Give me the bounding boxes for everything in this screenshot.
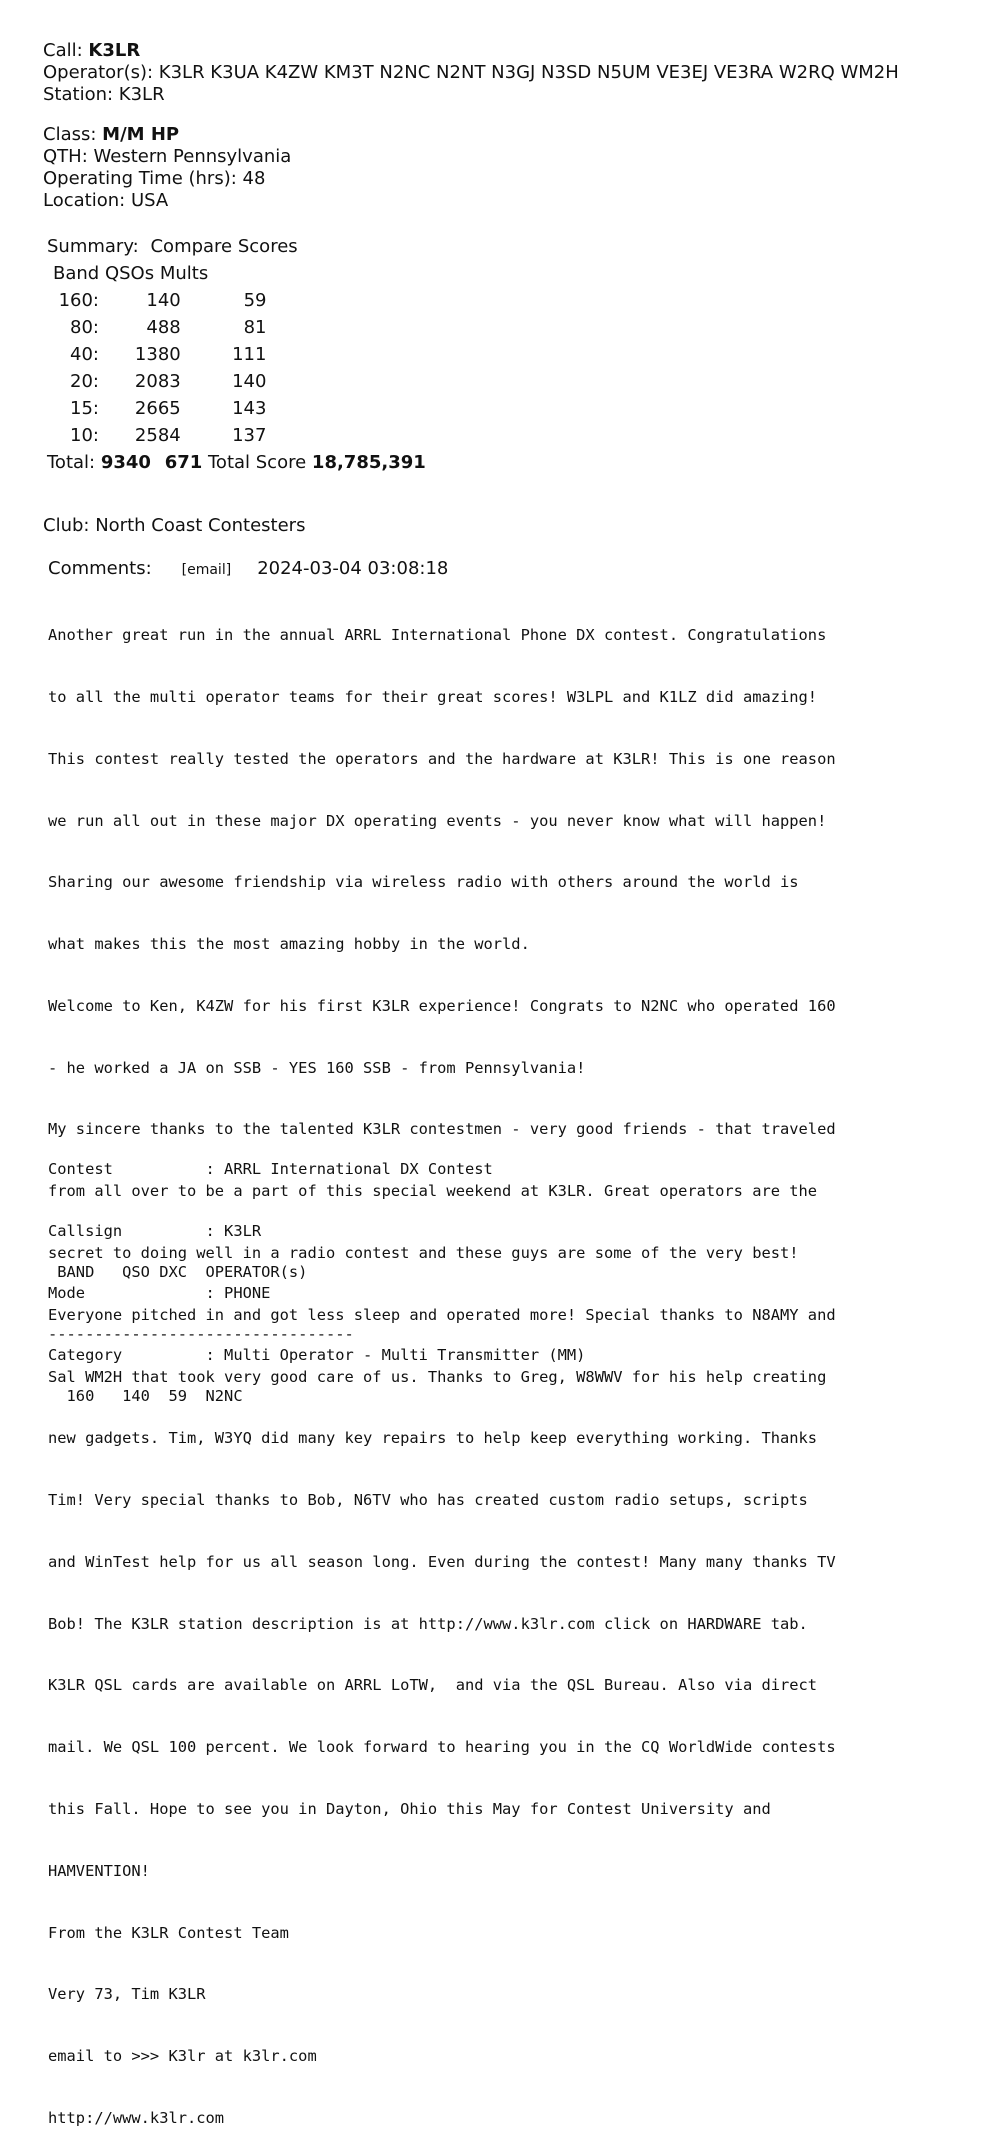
comments-label: Comments: <box>48 558 152 579</box>
comment-line: Bob! The K3LR station description is at http://www.k3lr.com click on HARDWARE tab. <box>48 1614 808 1633</box>
band-table-header: BAND QSO DXC OPERATOR(s) <box>48 1263 308 1282</box>
class-value: M/M HP <box>102 124 180 145</box>
mults-cell: 59 <box>243 290 267 311</box>
comment-line: This contest really tested the operators and the hardware at K3LR! This is one reason <box>48 749 836 768</box>
summary-label: Summary: <box>47 236 139 257</box>
total-mults: 671 <box>164 452 203 473</box>
comment-line: HAMVENTION! <box>48 1861 150 1880</box>
summary-title-row <box>47 233 426 260</box>
station-label: Station: <box>43 84 114 105</box>
mults-cell: 137 <box>232 425 267 446</box>
club-value: North Coast Contesters <box>95 515 306 536</box>
mults-cell: 81 <box>243 317 267 338</box>
comment-line: what makes this the most amazing hobby in the world. <box>48 935 530 954</box>
station-value: K3LR <box>118 84 165 105</box>
band-cell: 10: <box>70 425 99 446</box>
comment-line: mail. We QSL 100 percent. We look forward to hearing you in the CQ WorldWide contests <box>48 1738 836 1757</box>
comment-line: Welcome to Ken, K4ZW for his first K3LR experience! Congrats to N2NC who operated 160 <box>48 996 836 1015</box>
summary-row <box>47 422 426 449</box>
email-link[interactable]: [email] <box>181 562 232 578</box>
total-qsos: 9340 <box>100 452 151 473</box>
operating-time-value: 48 <box>242 168 266 189</box>
total-label: Total: <box>47 452 96 473</box>
log-header-line: Contest : ARRL International DX Contest <box>48 1160 493 1179</box>
qth-line <box>43 146 291 168</box>
station-line <box>43 84 899 106</box>
comment-line: and WinTest help for us all season long. Even during the contest! Many many thanks TV <box>48 1552 836 1571</box>
log-header-line: Callsign : K3LR <box>48 1221 262 1240</box>
qth-value: Western Pennsylvania <box>93 146 292 167</box>
qsos-cell: 140 <box>146 290 181 311</box>
comment-line: - he worked a JA on SSB - YES 160 SSB - from Pennsylvania! <box>48 1058 586 1077</box>
comment-line: Sal WM2H that took very good care of us. Thanks to Greg, W8WWV for his help creating <box>48 1367 827 1386</box>
total-score-value: 18,785,391 <box>311 452 426 473</box>
qsos-cell: 2665 <box>134 398 181 419</box>
comment-line: Everyone pitched in and got less sleep and operated more! Special thanks to N8AMY and <box>48 1305 836 1324</box>
operating-time-label: Operating Time (hrs): <box>43 168 237 189</box>
comments-timestamp: 2024-03-04 03:08:18 <box>257 558 449 579</box>
operating-time-line <box>43 168 291 190</box>
call-line <box>43 40 899 62</box>
operators-label: Operator(s): <box>43 62 154 83</box>
class-line <box>43 124 291 146</box>
summary-row <box>47 314 426 341</box>
band-cell: 15: <box>70 398 99 419</box>
comment-line: My sincere thanks to the talented K3LR contestmen - very good friends - that traveled <box>48 1120 836 1139</box>
comment-line: From the K3LR Contest Team <box>48 1923 289 1942</box>
summary-row <box>47 395 426 422</box>
comment-line: email to >>> K3lr at k3lr.com <box>48 2047 317 2066</box>
band-cell: 160: <box>58 290 99 311</box>
operators-line <box>43 62 899 84</box>
comment-line: Another great run in the annual ARRL International Phone DX contest. Congratulations <box>48 626 827 645</box>
comment-line: to all the multi operator teams for their great scores! W3LPL and K1LZ did amazing! <box>48 687 818 706</box>
compare-scores-link[interactable]: Compare Scores <box>150 236 298 257</box>
total-score-label: Total Score <box>208 452 307 473</box>
mults-cell: 140 <box>232 371 267 392</box>
class-label: Class: <box>43 124 97 145</box>
band-cell: 40: <box>70 344 99 365</box>
location-label: Location: <box>43 190 126 211</box>
comment-line: new gadgets. Tim, W3YQ did many key repairs to help keep everything working. Thanks <box>48 1429 818 1448</box>
qsos-cell: 2083 <box>134 371 181 392</box>
header-block <box>43 40 899 106</box>
mults-cell: 143 <box>232 398 267 419</box>
qsos-cell: 488 <box>146 317 181 338</box>
band-cell: 80: <box>70 317 99 338</box>
call-value: K3LR <box>88 40 141 61</box>
comment-line: Sharing our awesome friendship via wireless radio with others around the world is <box>48 873 799 892</box>
comment-line: we run all out in these major DX operating events - you never know what will happen! <box>48 811 827 830</box>
header-band: Band <box>53 263 100 284</box>
header-qsos: QSOs <box>104 263 155 284</box>
call-label: Call: <box>43 40 83 61</box>
operators-value: K3LR K3UA K4ZW KM3T N2NC N2NT N3GJ N3SD N5UM VE3EJ VE3RA W2RQ WM2H <box>158 62 899 83</box>
club-label: Club: <box>43 515 90 536</box>
location-line <box>43 190 291 212</box>
location-value: USA <box>130 190 169 211</box>
comment-line: this Fall. Hope to see you in Dayton, Ohio this May for Contest University and <box>48 1800 771 1819</box>
log-header-line: Mode : PHONE <box>48 1283 271 1302</box>
summary-row <box>47 341 426 368</box>
mults-cell: 111 <box>232 344 267 365</box>
class-block <box>43 124 291 212</box>
comments-header <box>48 558 448 581</box>
qth-label: QTH: <box>43 146 88 167</box>
summary-total-row <box>47 449 426 476</box>
comment-line: Very 73, Tim K3LR <box>48 1985 206 2004</box>
log-header-line: Category : Multi Operator - Multi Transmitter (MM) <box>48 1345 586 1364</box>
comment-line: Tim! Very special thanks to Bob, N6TV who has created custom radio setups, scripts <box>48 1491 808 1510</box>
qsos-cell: 2584 <box>134 425 181 446</box>
summary-table <box>47 233 426 476</box>
band-table <box>48 1221 354 1427</box>
comment-line: K3LR QSL cards are available on ARRL LoTW, and via the QSL Bureau. Also via direct <box>48 1676 818 1695</box>
summary-row <box>47 287 426 314</box>
summary-row <box>47 368 426 395</box>
band-table-row: 160 140 59 N2NC <box>48 1386 243 1405</box>
comment-line: http://www.k3lr.com <box>48 2108 225 2127</box>
comment-line: from all over to be a part of this special weekend at K3LR. Great operators are the <box>48 1182 818 1201</box>
header-mults: Mults <box>159 263 209 284</box>
club-line <box>43 515 305 537</box>
band-table-divider: --------------------------------- <box>48 1324 354 1343</box>
comment-line: secret to doing well in a radio contest and these guys are some of the very best! <box>48 1244 799 1262</box>
summary-header-row <box>47 260 426 287</box>
band-cell: 20: <box>70 371 99 392</box>
qsos-cell: 1380 <box>134 344 181 365</box>
